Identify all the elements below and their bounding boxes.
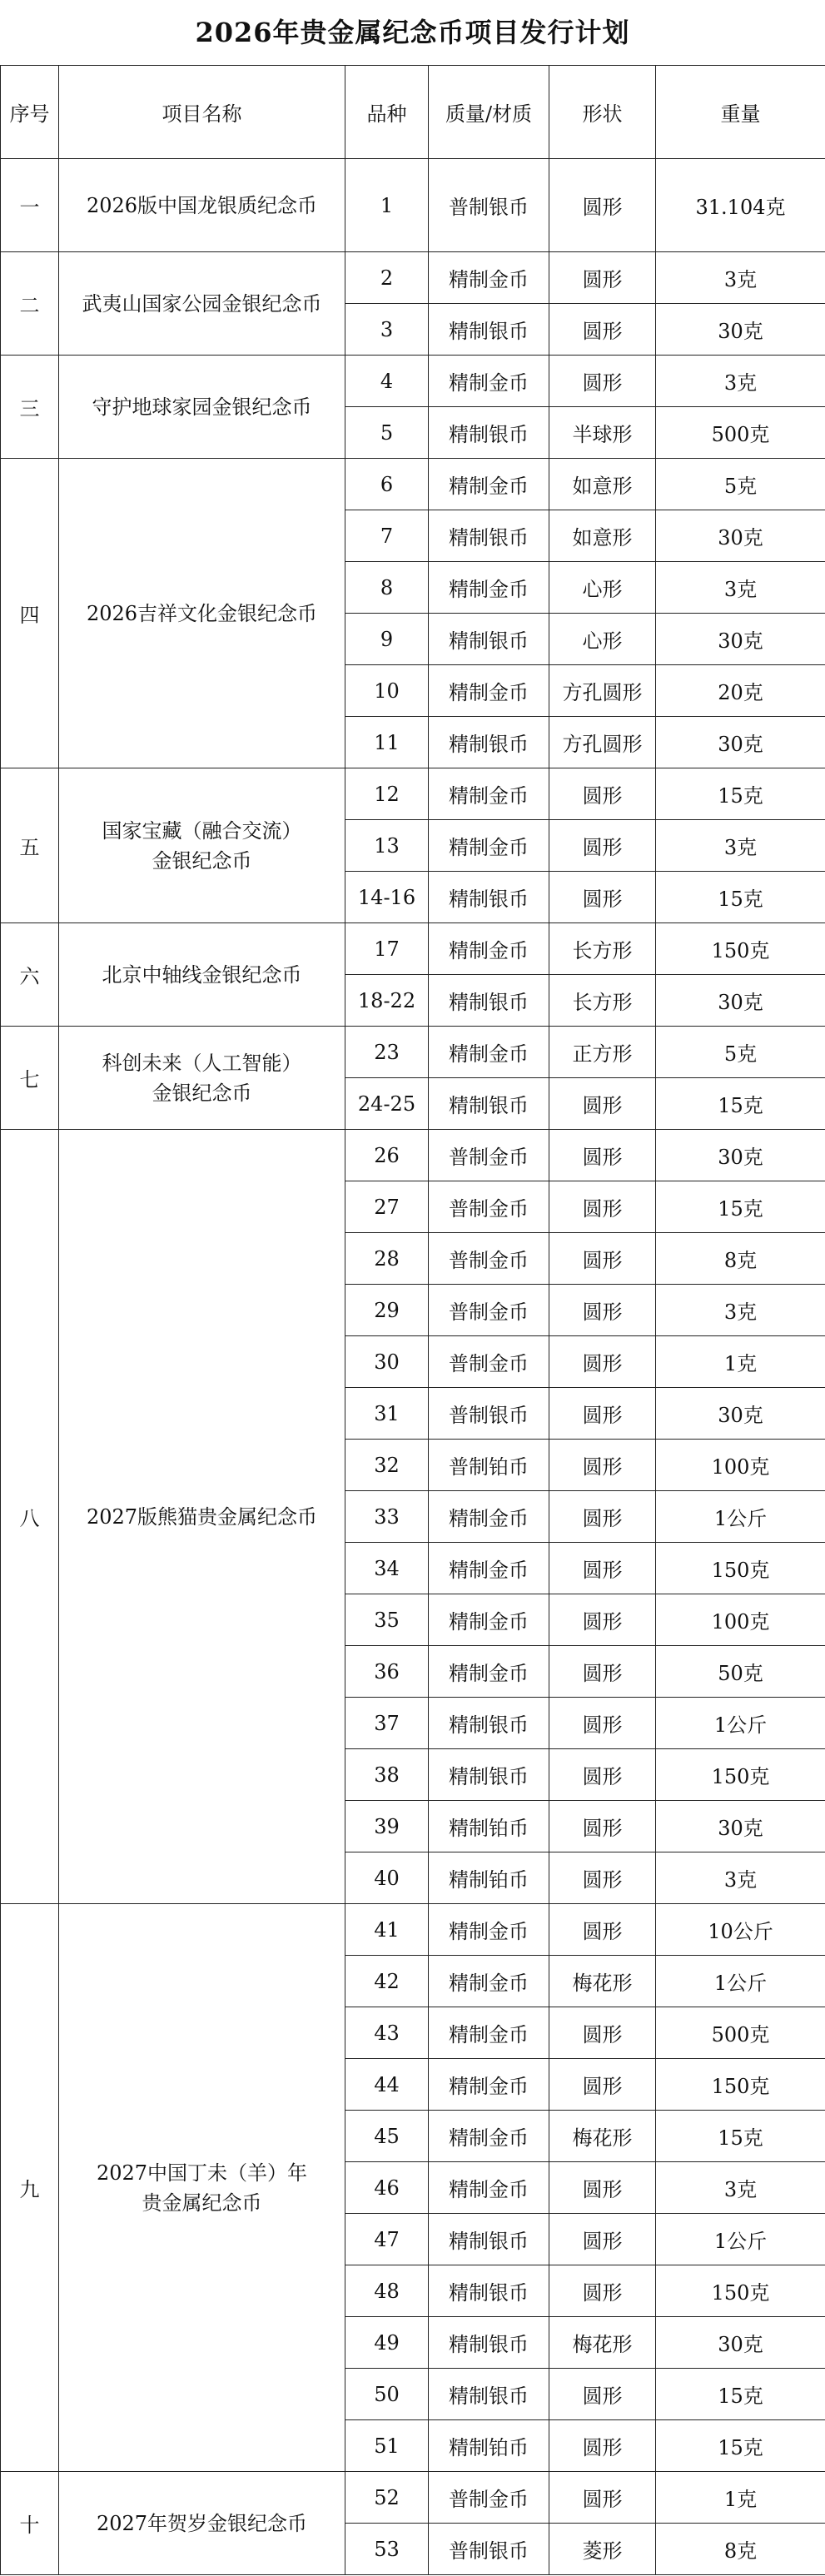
shape-cell: 圆形 bbox=[549, 1594, 656, 1646]
weight-cell: 30克 bbox=[656, 717, 825, 768]
header-material: 质量/材质 bbox=[429, 66, 549, 159]
variety-cell: 37 bbox=[345, 1698, 429, 1749]
material-cell: 精制银币 bbox=[429, 2265, 549, 2317]
shape-cell: 圆形 bbox=[549, 304, 656, 356]
issuance-plan-table bbox=[0, 65, 825, 2575]
shape-cell: 半球形 bbox=[549, 407, 656, 459]
variety-cell: 49 bbox=[345, 2317, 429, 2369]
weight-cell: 500克 bbox=[656, 407, 825, 459]
variety-cell: 34 bbox=[345, 1543, 429, 1594]
variety-cell: 2 bbox=[345, 252, 429, 304]
shape-cell: 圆形 bbox=[549, 820, 656, 872]
weight-cell: 1公斤 bbox=[656, 1698, 825, 1749]
weight-cell: 30克 bbox=[656, 1388, 825, 1440]
shape-cell: 圆形 bbox=[549, 2265, 656, 2317]
variety-cell: 31 bbox=[345, 1388, 429, 1440]
weight-cell: 15克 bbox=[656, 2369, 825, 2420]
weight-cell: 30克 bbox=[656, 510, 825, 562]
material-cell: 精制金币 bbox=[429, 665, 549, 717]
variety-cell: 24-25 bbox=[345, 1078, 429, 1130]
project-name-cell: 2026吉祥文化金银纪念币 bbox=[59, 459, 345, 768]
material-cell: 普制金币 bbox=[429, 1130, 549, 1181]
weight-cell: 1公斤 bbox=[656, 2214, 825, 2265]
weight-cell: 150克 bbox=[656, 1749, 825, 1801]
material-cell: 精制金币 bbox=[429, 1543, 549, 1594]
shape-cell: 圆形 bbox=[549, 1698, 656, 1749]
variety-cell: 46 bbox=[345, 2162, 429, 2214]
table-row bbox=[1, 459, 825, 510]
variety-cell: 4 bbox=[345, 356, 429, 407]
variety-cell: 39 bbox=[345, 1801, 429, 1852]
shape-cell: 方孔圆形 bbox=[549, 665, 656, 717]
table-header-row bbox=[1, 66, 825, 159]
weight-cell: 3克 bbox=[656, 562, 825, 614]
table-row bbox=[1, 2472, 825, 2524]
variety-cell: 33 bbox=[345, 1491, 429, 1543]
shape-cell: 圆形 bbox=[549, 1543, 656, 1594]
weight-cell: 5克 bbox=[656, 1027, 825, 1078]
project-index-cell: 四 bbox=[1, 459, 59, 768]
material-cell: 普制金币 bbox=[429, 1336, 549, 1388]
variety-cell: 45 bbox=[345, 2111, 429, 2162]
shape-cell: 长方形 bbox=[549, 923, 656, 975]
material-cell: 普制铂币 bbox=[429, 1440, 549, 1491]
variety-cell: 5 bbox=[345, 407, 429, 459]
weight-cell: 30克 bbox=[656, 2317, 825, 2369]
variety-cell: 30 bbox=[345, 1336, 429, 1388]
weight-cell: 150克 bbox=[656, 2059, 825, 2111]
material-cell: 精制金币 bbox=[429, 1956, 549, 2007]
variety-cell: 40 bbox=[345, 1852, 429, 1904]
shape-cell: 圆形 bbox=[549, 2007, 656, 2059]
material-cell: 精制银币 bbox=[429, 614, 549, 665]
shape-cell: 菱形 bbox=[549, 2524, 656, 2575]
weight-cell: 15克 bbox=[656, 768, 825, 820]
weight-cell: 1公斤 bbox=[656, 1491, 825, 1543]
weight-cell: 100克 bbox=[656, 1440, 825, 1491]
variety-cell: 1 bbox=[345, 159, 429, 252]
project-name-cell: 武夷山国家公园金银纪念币 bbox=[59, 252, 345, 356]
shape-cell: 圆形 bbox=[549, 252, 656, 304]
table-row bbox=[1, 356, 825, 407]
material-cell: 精制金币 bbox=[429, 252, 549, 304]
weight-cell: 150克 bbox=[656, 2265, 825, 2317]
project-name-cell: 守护地球家园金银纪念币 bbox=[59, 356, 345, 459]
weight-cell: 1公斤 bbox=[656, 1956, 825, 2007]
variety-cell: 8 bbox=[345, 562, 429, 614]
shape-cell: 圆形 bbox=[549, 1440, 656, 1491]
material-cell: 普制银币 bbox=[429, 1388, 549, 1440]
shape-cell: 心形 bbox=[549, 562, 656, 614]
weight-cell: 15克 bbox=[656, 2111, 825, 2162]
shape-cell: 圆形 bbox=[549, 1749, 656, 1801]
variety-cell: 6 bbox=[345, 459, 429, 510]
weight-cell: 30克 bbox=[656, 975, 825, 1027]
project-index-cell: 三 bbox=[1, 356, 59, 459]
project-index-cell: 十 bbox=[1, 2472, 59, 2575]
project-name-cell: 北京中轴线金银纪念币 bbox=[59, 923, 345, 1027]
table-row bbox=[1, 159, 825, 252]
variety-cell: 3 bbox=[345, 304, 429, 356]
header-variety: 品种 bbox=[345, 66, 429, 159]
material-cell: 普制银币 bbox=[429, 2524, 549, 2575]
shape-cell: 圆形 bbox=[549, 872, 656, 923]
table-row bbox=[1, 768, 825, 820]
variety-cell: 23 bbox=[345, 1027, 429, 1078]
material-cell: 精制金币 bbox=[429, 2111, 549, 2162]
material-cell: 精制金币 bbox=[429, 2059, 549, 2111]
material-cell: 普制金币 bbox=[429, 1181, 549, 1233]
material-cell: 精制银币 bbox=[429, 2214, 549, 2265]
weight-cell: 30克 bbox=[656, 304, 825, 356]
variety-cell: 52 bbox=[345, 2472, 429, 2524]
shape-cell: 圆形 bbox=[549, 1801, 656, 1852]
weight-cell: 50克 bbox=[656, 1646, 825, 1698]
project-index-cell: 七 bbox=[1, 1027, 59, 1130]
table-body bbox=[1, 159, 825, 2575]
weight-cell: 15克 bbox=[656, 1181, 825, 1233]
material-cell: 精制金币 bbox=[429, 562, 549, 614]
material-cell: 精制金币 bbox=[429, 2162, 549, 2214]
weight-cell: 15克 bbox=[656, 872, 825, 923]
shape-cell: 圆形 bbox=[549, 1285, 656, 1336]
project-index-cell: 一 bbox=[1, 159, 59, 252]
material-cell: 精制银币 bbox=[429, 510, 549, 562]
shape-cell: 圆形 bbox=[549, 159, 656, 252]
shape-cell: 圆形 bbox=[549, 2420, 656, 2472]
project-name-cell: 2027年贺岁金银纪念币 bbox=[59, 2472, 345, 2575]
shape-cell: 如意形 bbox=[549, 459, 656, 510]
table-row bbox=[1, 1027, 825, 1078]
material-cell: 精制金币 bbox=[429, 1904, 549, 1956]
shape-cell: 圆形 bbox=[549, 2162, 656, 2214]
shape-cell: 圆形 bbox=[549, 1078, 656, 1130]
variety-cell: 18-22 bbox=[345, 975, 429, 1027]
variety-cell: 50 bbox=[345, 2369, 429, 2420]
shape-cell: 圆形 bbox=[549, 2214, 656, 2265]
shape-cell: 圆形 bbox=[549, 1233, 656, 1285]
material-cell: 精制银币 bbox=[429, 2369, 549, 2420]
weight-cell: 3克 bbox=[656, 252, 825, 304]
header-index: 序号 bbox=[1, 66, 59, 159]
table-row bbox=[1, 252, 825, 304]
variety-cell: 41 bbox=[345, 1904, 429, 1956]
weight-cell: 3克 bbox=[656, 820, 825, 872]
project-index-cell: 九 bbox=[1, 1904, 59, 2472]
variety-cell: 53 bbox=[345, 2524, 429, 2575]
project-index-cell: 二 bbox=[1, 252, 59, 356]
weight-cell: 100克 bbox=[656, 1594, 825, 1646]
shape-cell: 长方形 bbox=[549, 975, 656, 1027]
project-index-cell: 五 bbox=[1, 768, 59, 923]
variety-cell: 26 bbox=[345, 1130, 429, 1181]
variety-cell: 17 bbox=[345, 923, 429, 975]
shape-cell: 梅花形 bbox=[549, 1956, 656, 2007]
weight-cell: 3克 bbox=[656, 356, 825, 407]
material-cell: 精制金币 bbox=[429, 2007, 549, 2059]
weight-cell: 8克 bbox=[656, 1233, 825, 1285]
weight-cell: 15克 bbox=[656, 2420, 825, 2472]
material-cell: 精制铂币 bbox=[429, 1852, 549, 1904]
variety-cell: 44 bbox=[345, 2059, 429, 2111]
shape-cell: 圆形 bbox=[549, 356, 656, 407]
material-cell: 精制金币 bbox=[429, 923, 549, 975]
variety-cell: 28 bbox=[345, 1233, 429, 1285]
weight-cell: 5克 bbox=[656, 459, 825, 510]
weight-cell: 30克 bbox=[656, 1130, 825, 1181]
material-cell: 精制银币 bbox=[429, 2317, 549, 2369]
weight-cell: 500克 bbox=[656, 2007, 825, 2059]
shape-cell: 心形 bbox=[549, 614, 656, 665]
shape-cell: 正方形 bbox=[549, 1027, 656, 1078]
weight-cell: 150克 bbox=[656, 923, 825, 975]
variety-cell: 42 bbox=[345, 1956, 429, 2007]
shape-cell: 圆形 bbox=[549, 1181, 656, 1233]
weight-cell: 31.104克 bbox=[656, 159, 825, 252]
variety-cell: 7 bbox=[345, 510, 429, 562]
variety-cell: 29 bbox=[345, 1285, 429, 1336]
weight-cell: 150克 bbox=[656, 1543, 825, 1594]
weight-cell: 3克 bbox=[656, 2162, 825, 2214]
material-cell: 精制银币 bbox=[429, 304, 549, 356]
shape-cell: 圆形 bbox=[549, 1491, 656, 1543]
variety-cell: 36 bbox=[345, 1646, 429, 1698]
shape-cell: 如意形 bbox=[549, 510, 656, 562]
table-row bbox=[1, 1130, 825, 1181]
variety-cell: 14-16 bbox=[345, 872, 429, 923]
variety-cell: 35 bbox=[345, 1594, 429, 1646]
shape-cell: 圆形 bbox=[549, 1336, 656, 1388]
shape-cell: 圆形 bbox=[549, 2059, 656, 2111]
material-cell: 精制银币 bbox=[429, 717, 549, 768]
weight-cell: 3克 bbox=[656, 1852, 825, 1904]
variety-cell: 9 bbox=[345, 614, 429, 665]
variety-cell: 43 bbox=[345, 2007, 429, 2059]
project-name-cell: 2027版熊猫贵金属纪念币 bbox=[59, 1130, 345, 1904]
material-cell: 精制铂币 bbox=[429, 2420, 549, 2472]
material-cell: 精制金币 bbox=[429, 768, 549, 820]
variety-cell: 11 bbox=[345, 717, 429, 768]
material-cell: 普制金币 bbox=[429, 2472, 549, 2524]
project-name-cell: 科创未来（人工智能） 金银纪念币 bbox=[59, 1027, 345, 1130]
project-name-cell: 2027中国丁未（羊）年 贵金属纪念币 bbox=[59, 1904, 345, 2472]
weight-cell: 10公斤 bbox=[656, 1904, 825, 1956]
material-cell: 精制金币 bbox=[429, 459, 549, 510]
shape-cell: 圆形 bbox=[549, 1646, 656, 1698]
material-cell: 精制金币 bbox=[429, 1594, 549, 1646]
project-name-cell: 2026版中国龙银质纪念币 bbox=[59, 159, 345, 252]
material-cell: 精制银币 bbox=[429, 407, 549, 459]
material-cell: 精制银币 bbox=[429, 1078, 549, 1130]
shape-cell: 圆形 bbox=[549, 1852, 656, 1904]
project-name-cell: 国家宝藏（融合交流） 金银纪念币 bbox=[59, 768, 345, 923]
header-weight: 重量 bbox=[656, 66, 825, 159]
shape-cell: 圆形 bbox=[549, 2369, 656, 2420]
material-cell: 精制金币 bbox=[429, 1027, 549, 1078]
shape-cell: 圆形 bbox=[549, 2472, 656, 2524]
material-cell: 普制金币 bbox=[429, 1233, 549, 1285]
table-row bbox=[1, 923, 825, 975]
variety-cell: 12 bbox=[345, 768, 429, 820]
variety-cell: 10 bbox=[345, 665, 429, 717]
material-cell: 精制银币 bbox=[429, 975, 549, 1027]
weight-cell: 1克 bbox=[656, 2472, 825, 2524]
variety-cell: 48 bbox=[345, 2265, 429, 2317]
weight-cell: 1克 bbox=[656, 1336, 825, 1388]
variety-cell: 47 bbox=[345, 2214, 429, 2265]
weight-cell: 15克 bbox=[656, 1078, 825, 1130]
shape-cell: 圆形 bbox=[549, 1388, 656, 1440]
shape-cell: 圆形 bbox=[549, 1130, 656, 1181]
header-shape: 形状 bbox=[549, 66, 656, 159]
material-cell: 普制银币 bbox=[429, 159, 549, 252]
weight-cell: 8克 bbox=[656, 2524, 825, 2575]
shape-cell: 圆形 bbox=[549, 1904, 656, 1956]
material-cell: 精制金币 bbox=[429, 356, 549, 407]
weight-cell: 30克 bbox=[656, 1801, 825, 1852]
weight-cell: 20克 bbox=[656, 665, 825, 717]
material-cell: 普制金币 bbox=[429, 1285, 549, 1336]
weight-cell: 3克 bbox=[656, 1285, 825, 1336]
variety-cell: 13 bbox=[345, 820, 429, 872]
variety-cell: 27 bbox=[345, 1181, 429, 1233]
material-cell: 精制银币 bbox=[429, 1749, 549, 1801]
variety-cell: 51 bbox=[345, 2420, 429, 2472]
material-cell: 精制金币 bbox=[429, 820, 549, 872]
material-cell: 精制铂币 bbox=[429, 1801, 549, 1852]
project-index-cell: 六 bbox=[1, 923, 59, 1027]
shape-cell: 圆形 bbox=[549, 768, 656, 820]
weight-cell: 30克 bbox=[656, 614, 825, 665]
shape-cell: 梅花形 bbox=[549, 2317, 656, 2369]
material-cell: 精制金币 bbox=[429, 1646, 549, 1698]
shape-cell: 梅花形 bbox=[549, 2111, 656, 2162]
material-cell: 精制金币 bbox=[429, 1491, 549, 1543]
material-cell: 精制银币 bbox=[429, 1698, 549, 1749]
project-index-cell: 八 bbox=[1, 1130, 59, 1904]
header-project-name: 项目名称 bbox=[59, 66, 345, 159]
variety-cell: 38 bbox=[345, 1749, 429, 1801]
shape-cell: 方孔圆形 bbox=[549, 717, 656, 768]
material-cell: 精制银币 bbox=[429, 872, 549, 923]
table-row bbox=[1, 1904, 825, 1956]
page-title: 2026年贵金属纪念币项目发行计划 bbox=[195, 17, 630, 48]
variety-cell: 32 bbox=[345, 1440, 429, 1491]
